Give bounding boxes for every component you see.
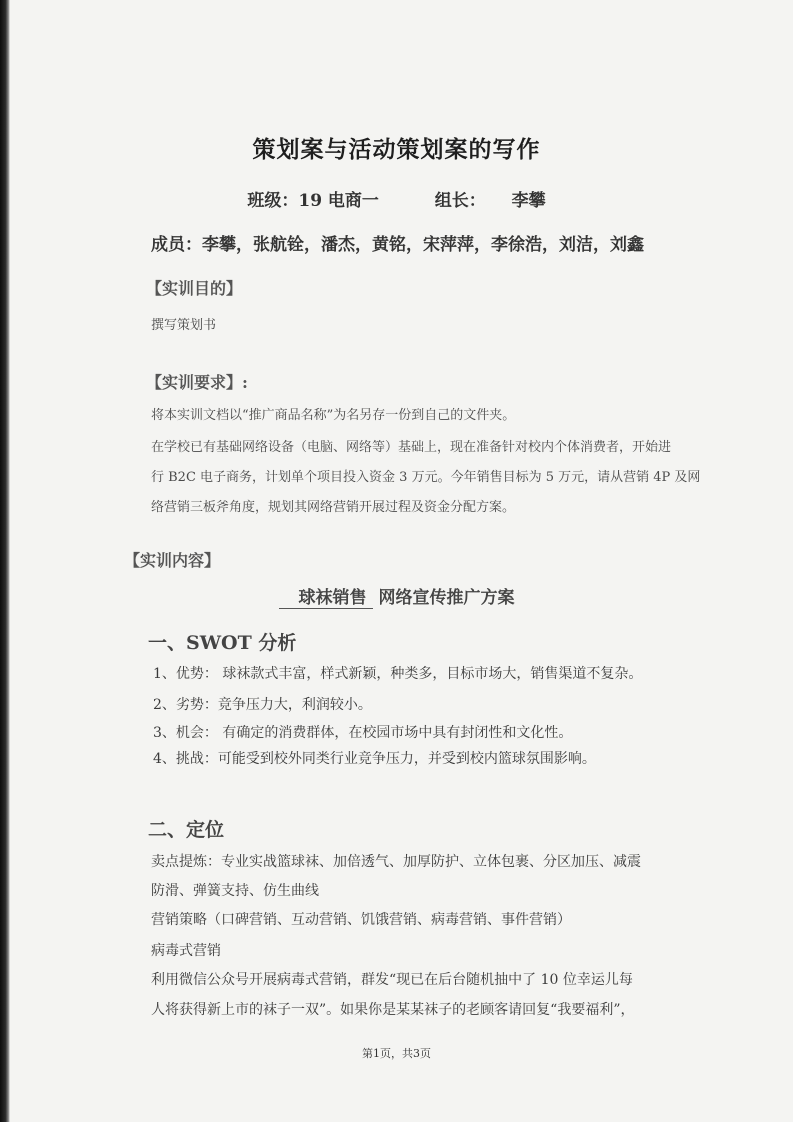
positioning-line: 防滑、弹簧支持、仿生曲线 — [151, 883, 319, 899]
content-heading: 【实训内容】 — [124, 551, 221, 570]
swot-item: 3、机会： 有确定的消费群体，在校园市场中具有封闭性和文化性。 — [153, 725, 573, 741]
positioning-line: 营销策略（口碑营销、互动营销、饥饿营销、病毒营销、事件营销） — [151, 912, 571, 928]
positioning-line: 病毒式营销 — [151, 943, 221, 959]
objective-heading: 【实训目的】 — [146, 279, 243, 298]
document-title: 策划案与活动策划案的写作 — [252, 136, 541, 163]
class-leader-line — [0, 186, 793, 211]
requirements-line: 在学校已有基础网络设备（电脑、网络等）基础上，现在准备针对校内个体消费者，开始进 — [151, 440, 672, 455]
plan-title-line — [0, 583, 793, 609]
leader-name: 李攀 — [511, 191, 546, 211]
swot-heading: 一、SWOT 分析 — [148, 632, 297, 654]
positioning-line: 卖点提炼：专业实战篮球袜、加倍透气、加厚防护、立体包裹、分区加压、减震 — [151, 854, 641, 870]
positioning-line: 利用微信公众号开展病毒式营销，群发“现已在后台随机抽中了 10 位幸运儿每 — [151, 972, 633, 988]
requirements-line: 行 B2C 电子商务，计划单个项目投入资金 3 万元。今年销售目标为 5 万元，请从营销 4P 及网 — [151, 470, 701, 485]
requirements-line: 将本实训文档以“推广商品名称”为名另存一份到自己的文件夹。 — [151, 408, 516, 423]
page-footer: 第1页，共3页 — [362, 1047, 431, 1060]
requirements-line: 络营销三板斧角度，规划其网络营销开展过程及资金分配方案。 — [151, 500, 516, 515]
swot-item: 1、优势： 球袜款式丰富，样式新颖，种类多，目标市场大，销售渠道不复杂。 — [153, 666, 643, 682]
swot-item: 4、挑战：可能受到校外同类行业竞争压力，并受到校内篮球氛围影响。 — [153, 751, 596, 767]
positioning-line: 人将获得新上市的袜子一双”。如果你是某某袜子的老顾客请回复“我要福利”， — [151, 1002, 635, 1018]
leader-label: 组长： — [434, 191, 486, 211]
product-name: 球袜销售 — [279, 583, 373, 609]
members-line: 成员：李攀，张航铨，潘杰，黄铭，宋萍萍，李徐浩，刘洁，刘鑫 — [151, 235, 644, 255]
plan-title: 网络宣传推广方案 — [378, 588, 515, 608]
swot-item: 2、劣势：竞争压力大，利润较小。 — [153, 697, 372, 713]
objective-text: 撰写策划书 — [151, 318, 217, 333]
positioning-heading: 二、定位 — [148, 819, 225, 841]
class-label: 班级：19 电商一 — [247, 191, 379, 211]
requirements-heading: 【实训要求】: — [146, 373, 248, 392]
